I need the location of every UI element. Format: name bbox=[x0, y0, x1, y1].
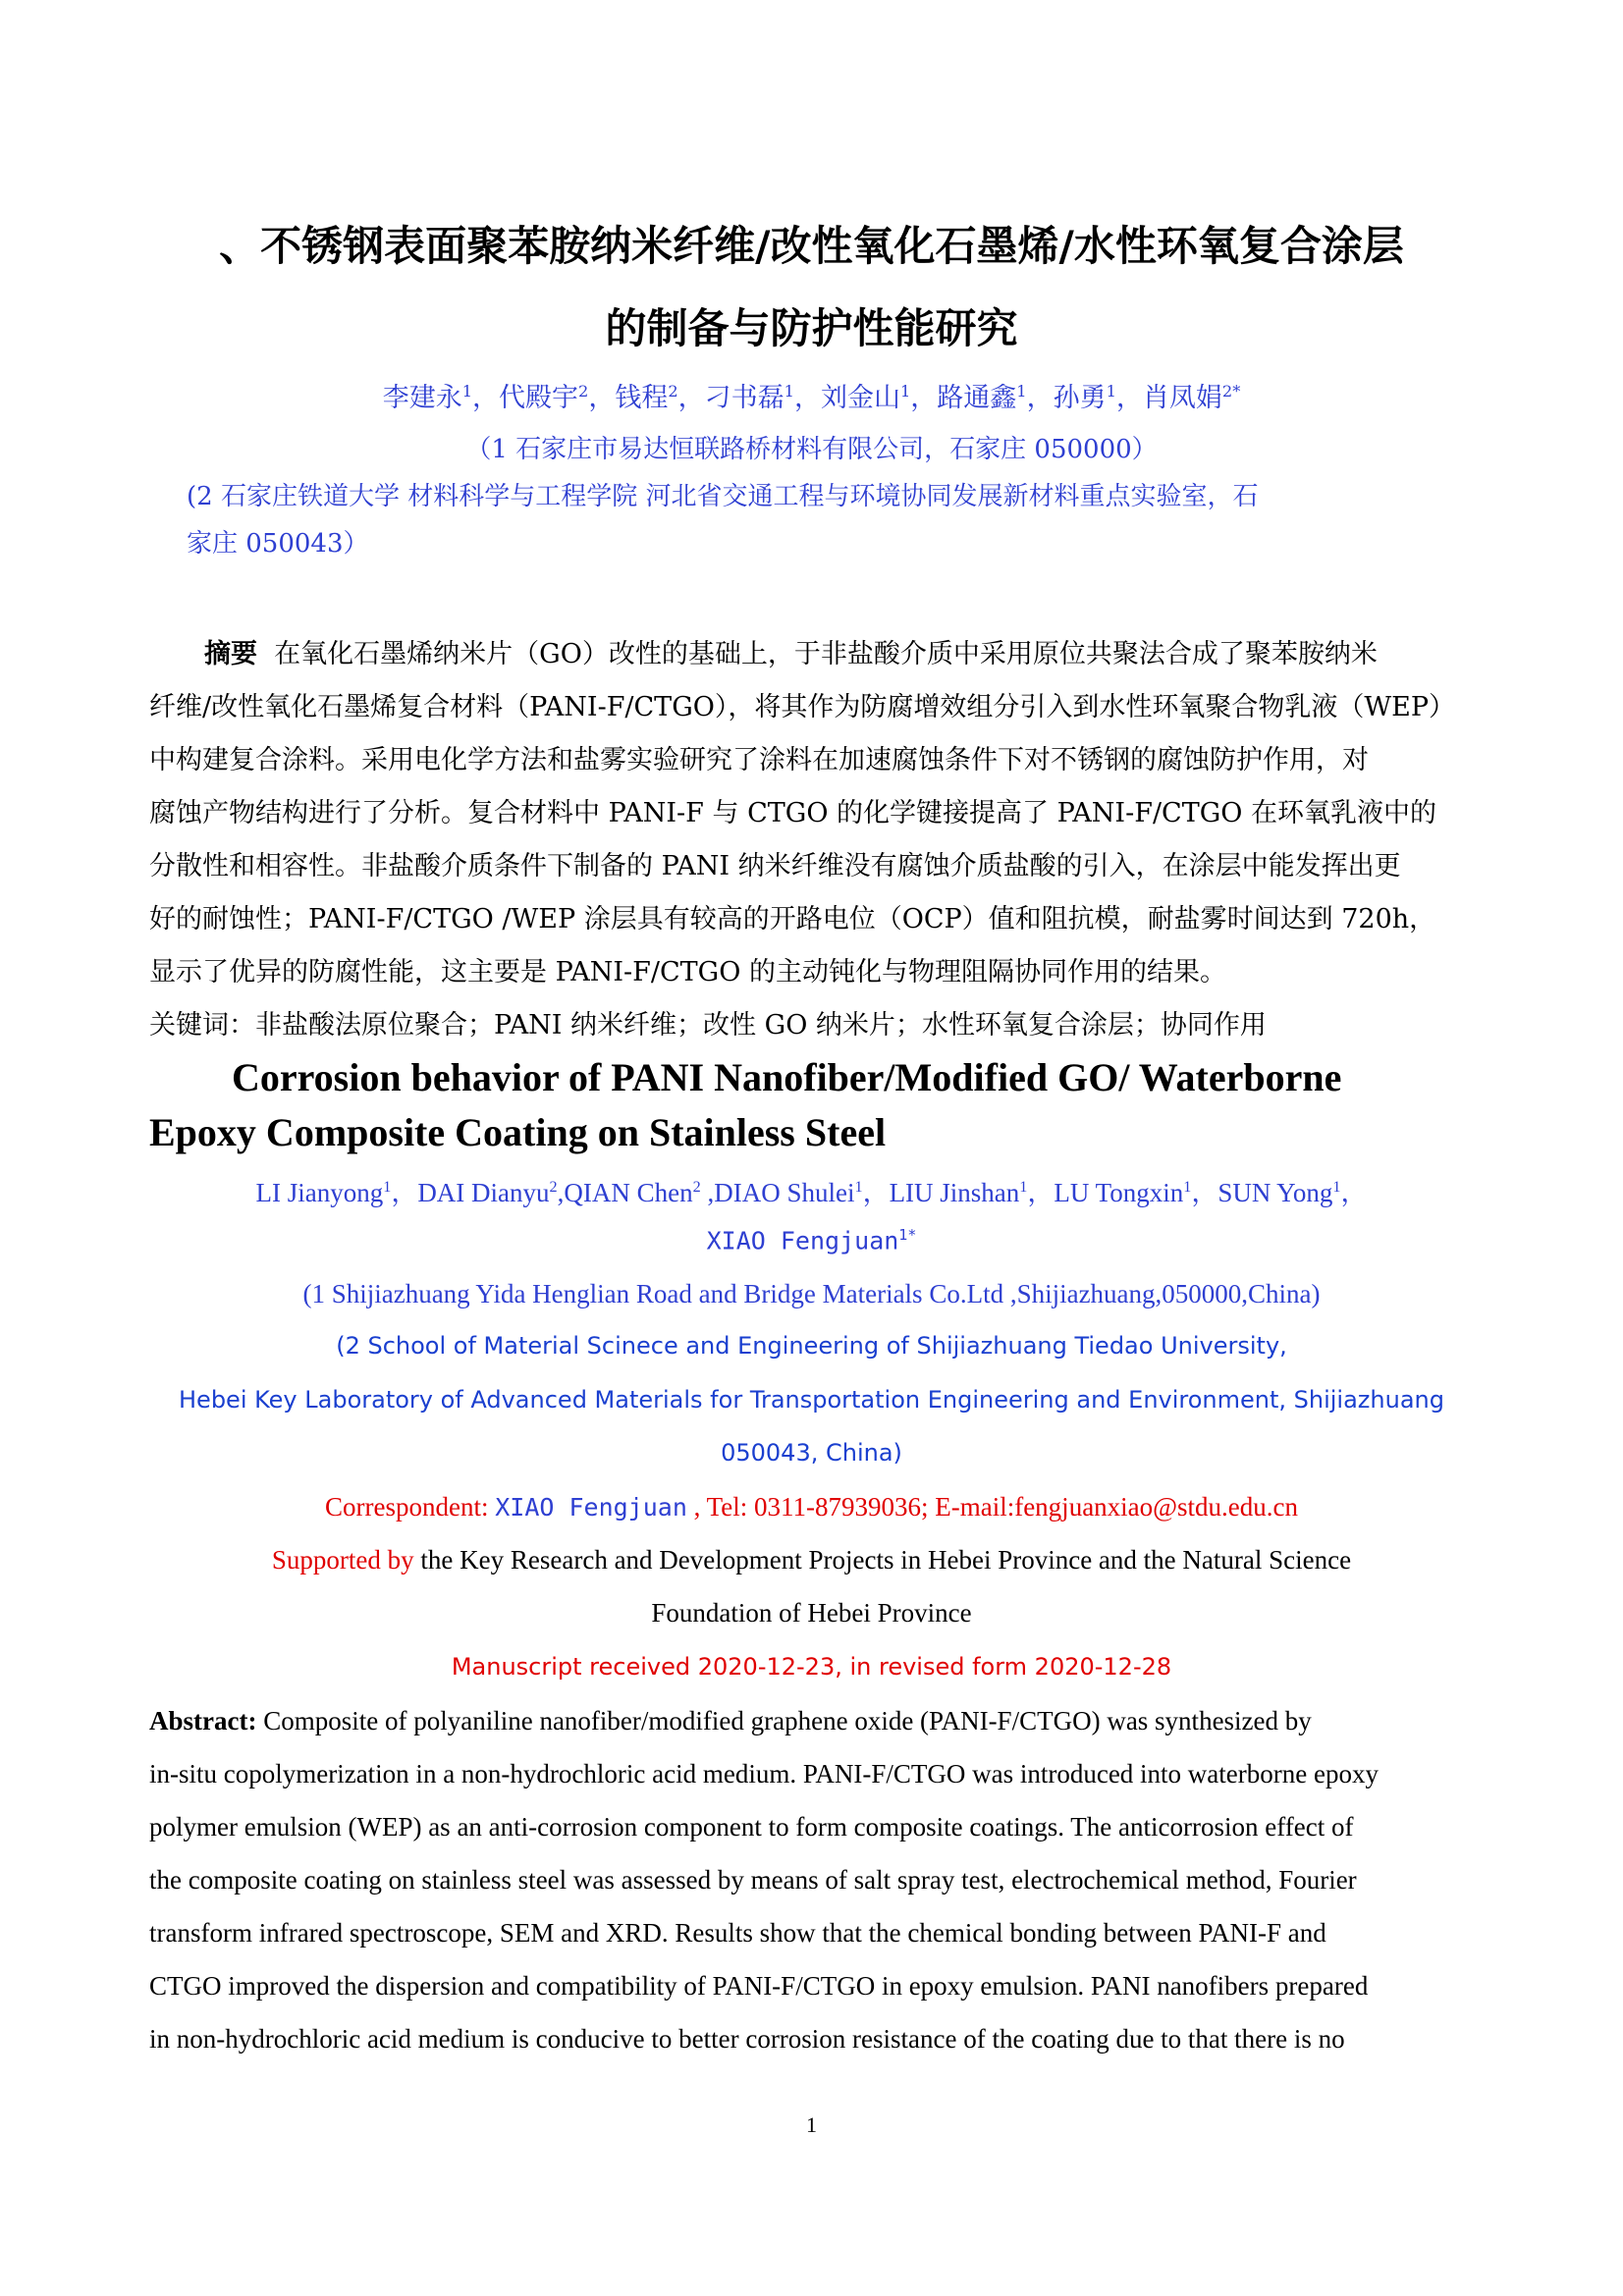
cn-abstract-line-2: 中构建复合涂料。采用电化学方法和盐雾实验研究了涂料在加速腐蚀条件下对不锈钢的腐蚀防护作用，对 bbox=[149, 745, 1369, 775]
cn-author-name: 刘金山 bbox=[820, 383, 900, 413]
cn-author-name: 李建永 bbox=[382, 383, 462, 413]
cn-affiliation-2-line1: (2 石家庄铁道大学 材料科学与工程学院 河北省交通工程与环境协同发展新材料重点实验室，石 bbox=[187, 482, 1259, 511]
supported-label: Supported by bbox=[271, 1545, 414, 1575]
cn-abstract-label: 摘要 bbox=[204, 639, 257, 669]
cn-abstract-line-5: 好的耐蚀性；PANI-F/CTGO /WEP 涂层具有较高的开路电位（OCP）值和阻抗模，耐盐雾时间达到 720h， bbox=[149, 904, 1436, 934]
cn-author-name: 孙勇 bbox=[1053, 383, 1107, 413]
en-author-last-sup: 1* bbox=[898, 1226, 917, 1244]
cn-author-separator: ， bbox=[1115, 383, 1143, 413]
page-number: 1 bbox=[806, 2112, 817, 2137]
correspondent-name: XIAO Fengjuan bbox=[495, 1493, 687, 1522]
cn-author-sup: 2 bbox=[668, 382, 678, 400]
en-abstract-line-1: in-situ copolymerization in a non-hydrochloric acid medium. PANI-F/CTGO was introduced into waterborne epoxy bbox=[149, 1759, 1379, 1789]
en-author-sup: 1 bbox=[383, 1178, 392, 1196]
cn-author-sup: 1 bbox=[899, 382, 911, 400]
en-title-line1: Corrosion behavior of PANI Nanofiber/Modified GO/ Waterborne bbox=[232, 1055, 1342, 1099]
en-author-separator: ， bbox=[1191, 1178, 1218, 1207]
cn-title-line1: 、不锈钢表面聚苯胺纳米纤维/改性氧化石墨烯/水性环氧复合涂层 bbox=[219, 222, 1404, 270]
en-author-separator: , bbox=[557, 1178, 565, 1207]
cn-keywords: 关键词：非盐酸法原位聚合；PANI 纳米纤维；改性 GO 纳米片；水性环氧复合涂层；协同作用 bbox=[149, 1010, 1267, 1041]
en-author-sup: 1 bbox=[1183, 1178, 1192, 1196]
correspondent-contact: , Tel: 0311-87939036; E-mail:fengjuanxiao@stdu.edu.cn bbox=[693, 1492, 1298, 1522]
en-author-name: QIAN Chen bbox=[564, 1178, 693, 1207]
cn-affiliation-2-line2: 家庄 050043） bbox=[187, 529, 369, 559]
cn-abstract-line-6: 显示了优异的防腐性能，这主要是 PANI-F/CTGO 的主动钝化与物理阻隔协同作用的结果。 bbox=[149, 957, 1226, 988]
en-abstract-text-0: Composite of polyaniline nanofiber/modified graphene oxide (PANI-F/CTGO) was synthesized by bbox=[263, 1706, 1312, 1735]
en-author-sup: 1 bbox=[1332, 1178, 1341, 1196]
en-author-separator: ， bbox=[1027, 1178, 1055, 1207]
cn-author-sup: 2* bbox=[1221, 382, 1241, 400]
cn-author-separator: ， bbox=[677, 383, 705, 413]
en-affiliation-2-line1: (2 School of Material Scinece and Engineering of Shijiazhuang Tiedao University, bbox=[336, 1332, 1287, 1360]
cn-author-separator: ， bbox=[472, 383, 500, 413]
cn-affiliation-1: （1 石家庄市易达恒联路桥材料有限公司，石家庄 050000） bbox=[465, 435, 1158, 464]
en-abstract-line-5: CTGO improved the dispersion and compatibility of PANI-F/CTGO in epoxy emulsion. PANI nanofibers prepared bbox=[149, 1971, 1369, 2001]
cn-author-sup: 1 bbox=[1016, 382, 1027, 400]
en-author-name: LI Jianyong bbox=[255, 1178, 384, 1207]
cn-author-sup: 2 bbox=[578, 382, 589, 400]
en-affiliation-1: (1 Shijiazhuang Yida Henglian Road and Bridge Materials Co.Ltd ,Shijiazhuang,050000,China) bbox=[302, 1279, 1321, 1308]
en-authors-line2 bbox=[0, 1226, 1623, 1255]
en-author-sup: 1 bbox=[854, 1178, 863, 1196]
en-author-name: DAI Dianyu bbox=[417, 1178, 550, 1207]
supported-line1 bbox=[0, 1545, 1623, 1575]
correspondent-line bbox=[0, 1492, 1623, 1522]
en-author-separator: , bbox=[700, 1178, 715, 1207]
en-affiliation-2-line3: 050043, China) bbox=[721, 1439, 902, 1467]
cn-abstract-line-3: 腐蚀产物结构进行了分析。复合材料中 PANI-F 与 CTGO 的化学键接提高了 PANI-F/CTGO 在环氧乳液中的 bbox=[149, 798, 1437, 828]
en-author-last-name: XIAO Fengjuan bbox=[706, 1226, 899, 1255]
cn-author-separator: ， bbox=[793, 383, 821, 413]
en-abstract-line-4: transform infrared spectroscope, SEM and XRD. Results show that the chemical bonding between PANI-F and bbox=[149, 1918, 1326, 1948]
en-abstract-line-2: polymer emulsion (WEP) as an anti-corrosion component to form composite coatings. The anticorrosion effect of bbox=[149, 1812, 1354, 1842]
cn-author-name: 钱程 bbox=[615, 383, 669, 413]
en-author-name: LIU Jinshan bbox=[889, 1178, 1020, 1207]
cn-abstract-line-1: 纤维/改性氧化石墨烯复合材料（PANI-F/CTGO），将其作为防腐增效组分引入到水性环氧聚合物乳液（WEP） bbox=[149, 692, 1456, 722]
en-author-name: DIAO Shulei bbox=[714, 1178, 855, 1207]
supported-line2: Foundation of Hebei Province bbox=[651, 1598, 972, 1628]
en-abstract-line-6: in non-hydrochloric acid medium is conducive to better corrosion resistance of the coating due to that there is no bbox=[149, 2024, 1345, 2054]
en-affiliation-2-line2: Hebei Key Laboratory of Advanced Materials for Transportation Engineering and Environment, Shijiazhuang bbox=[179, 1386, 1444, 1414]
en-author-name: LU Tongxin bbox=[1054, 1178, 1184, 1207]
en-abstract-label: Abstract: bbox=[149, 1706, 257, 1735]
manuscript-dates: Manuscript received 2020-12-23, in revised form 2020-12-28 bbox=[451, 1653, 1172, 1681]
cn-author-separator: ， bbox=[1026, 383, 1054, 413]
cn-abstract-text-0: 在氧化石墨烯纳米片（GO）改性的基础上，于非盐酸介质中采用原位共聚法合成了聚苯胺纳米 bbox=[274, 639, 1378, 669]
en-author-sup: 1 bbox=[1019, 1178, 1028, 1196]
en-title-line2: Epoxy Composite Coating on Stainless Steel bbox=[149, 1110, 887, 1154]
cn-abstract-line-4: 分散性和相容性。非盐酸介质条件下制备的 PANI 纳米纤维没有腐蚀介质盐酸的引入，在涂层中能发挥出更 bbox=[149, 851, 1401, 881]
cn-author-separator: ， bbox=[588, 383, 616, 413]
cn-title-line2: 的制备与防护性能研究 bbox=[605, 304, 1018, 352]
en-author-separator: ， bbox=[862, 1178, 890, 1207]
supported-text-1: the Key Research and Development Projects in Hebei Province and the Natural Science bbox=[420, 1545, 1352, 1575]
cn-author-name: 刁书磊 bbox=[704, 383, 784, 413]
en-author-name: SUN Yong bbox=[1217, 1178, 1333, 1207]
cn-author-name: 肖凤娟 bbox=[1142, 383, 1222, 413]
cn-authors bbox=[0, 376, 1623, 414]
en-authors-line1 bbox=[0, 1171, 1623, 1209]
en-author-sup: 2 bbox=[549, 1178, 558, 1196]
correspondent-label: Correspondent: bbox=[324, 1492, 489, 1522]
en-author-separator: ， bbox=[1340, 1178, 1368, 1207]
cn-author-sup: 1 bbox=[461, 382, 473, 400]
en-author-separator: ， bbox=[391, 1178, 418, 1207]
cn-author-name: 路通鑫 bbox=[937, 383, 1017, 413]
en-abstract-line-3: the composite coating on stainless steel was assessed by means of salt spray test, electrochemical method, Fourier bbox=[149, 1865, 1357, 1895]
en-abstract-line-0 bbox=[149, 1706, 1312, 1736]
en-author-sup: 2 bbox=[692, 1178, 701, 1196]
cn-author-sup: 1 bbox=[784, 382, 794, 400]
cn-author-sup: 1 bbox=[1106, 382, 1116, 400]
cn-author-separator: ， bbox=[910, 383, 938, 413]
cn-author-name: 代殿宇 bbox=[499, 383, 579, 413]
cn-abstract-line-0 bbox=[204, 632, 1378, 670]
